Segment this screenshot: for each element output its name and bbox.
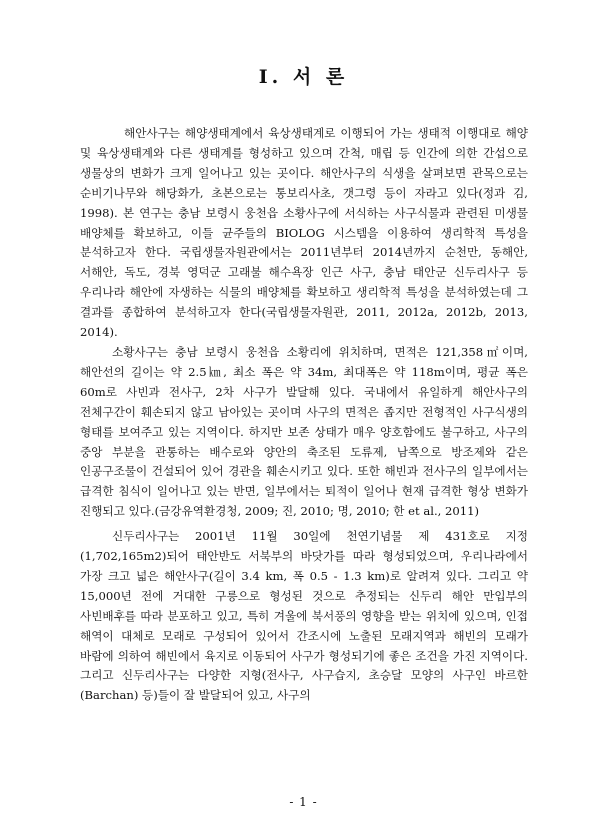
body-text <box>80 124 528 706</box>
section-title: Ⅰ. 서 론 <box>258 66 349 88</box>
paragraph-sinduri-dune: 신두리사구는 2001년 11월 30일에 천연기념물 제 431호로 지정(1,702,165m2)되어 태안반도 서북부의 바닷가를 따라 형성되었으며, 우리나라에서 가장 크고 넓은 해안사구(길이 3.4 km, 폭 0.5 - 1.3 km)로 알려져 있다. 그리고 약 15,000년 전에 거대한 구릉으로 형성된 것으로 추정되는 신두리 해안 만입부의 사빈배후를 따라 분포하고 있고, 특히 겨울에 북서풍의 영향을 받는 위치에 있으며, 인접 해역이 대체로 모래로 구성되어 있어서 간조시에 노출된 모래지역과 해빈의 모래가 바람에 의하여 해빈에서 육지로 이동되어 사구가 형성되기에 좋은 조건을 가진 지역이다. 그리고 신두리사구는 다양한 지형(전사구, 사구습지, 초승달 모양의 사구인 바르한(Barchan) 등)들이 잘 발달되어 있고, 사구의 <box>80 529 528 703</box>
paragraph-intro: 해안사구는 해양생태계에서 육상생태계로 이행되어 가는 생태적 이행대로 해양 및 육상생태계와 다른 생태계를 형성하고 있으며 간척, 매립 등 인간에 의한 간섭으로 생물상의 변화가 크게 일어나고 있는 곳이다. 해안사구의 식생을 살펴보면 관목으로는 순비기나무와 해당화가, 초본으로는 통보리사초, 갯그령 등이 자라고 있다(정과 김, 1998). 본 연구는 충남 보령시 웅천읍 소황사구에 서식하는 사구식물과 관련된 미생물 배양체를 확보하고, 이들 균주들의 BIOLOG 시스템을 이용하여 생리학적 특성을 분석하고자 한다. 국립생물자원관에서는 2011년부터 2014년까지 순천만, 동해안, 서해안, 독도, 경북 영덕군 고래불 해수욕장 인근 사구, 충남 태안군 신두리사구 등 우리나라 해안에 자생하는 식물의 배양체를 확보하고 생리학적 특성을 분석하였는데 그 결과를 종합하여 분석하고자 한다(국립생물자원관, 2011, 2012a, 2012b, 2013, 2014). <box>80 126 528 340</box>
page-number: - 1 - <box>289 795 318 809</box>
paragraph-sohwang-dune: 소황사구는 충남 보령시 웅천읍 소황리에 위치하며, 면적은 121,358㎡이며, 해안선의 길이는 약 2.5㎞, 최소 폭은 약 34m, 최대폭은 약 118m이며, 평균 폭은 60m로 사빈과 전사구, 2차 사구가 발달해 있다. 국내에서 유일하게 해안사구의 전체구간이 훼손되지 않고 남아있는 곳이며 사구의 면적은 좁지만 전형적인 사구식생의 형태를 보여주고 있는 지역이다. 하지만 보존 상태가 매우 양호함에도 불구하고, 사구의 중앙 부분을 관통하는 배수로와 양안의 축조된 도류제, 남쪽으로 방조제와 같은 인공구조물이 건설되어 있어 경관을 훼손시키고 있다. 또한 해빈과 전사구의 일부에서는 급격한 침식이 일어나고 있는 반면, 일부에서는 퇴적이 일어나 현재 급격한 형상 변화가 진행되고 있다.(금강유역환경청, 2009; 진, 2010; 명, 2010; 한 et al., 2011) <box>80 344 528 519</box>
